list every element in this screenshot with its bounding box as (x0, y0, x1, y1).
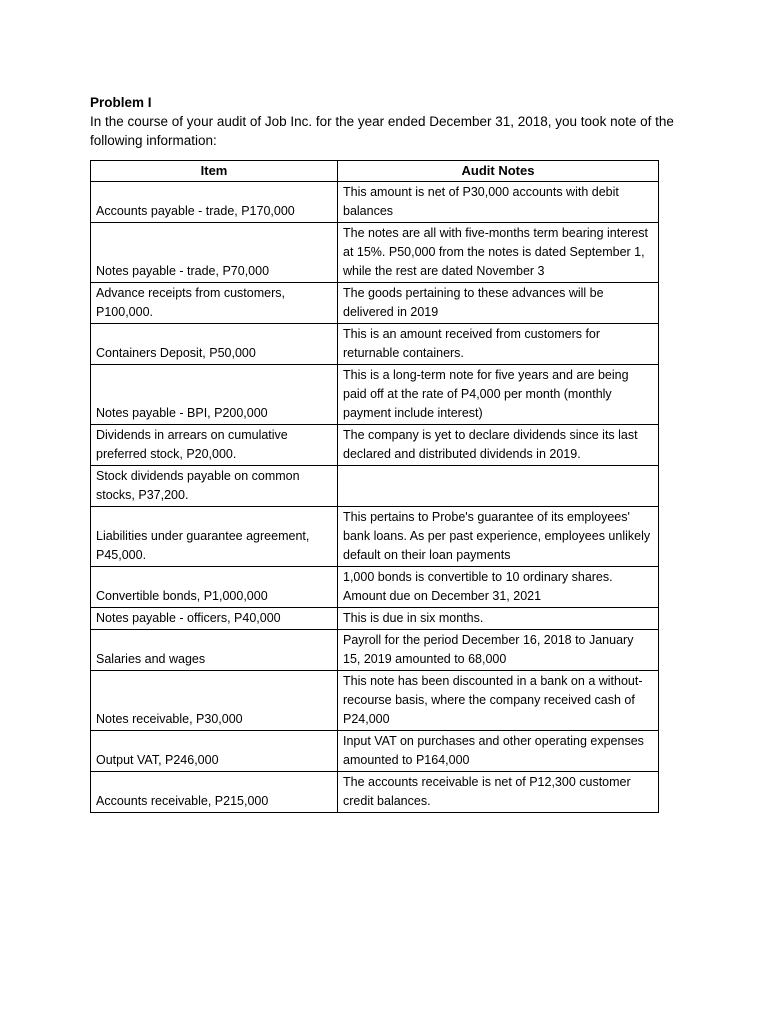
column-header-audit-notes: Audit Notes (338, 161, 659, 182)
table-row (91, 772, 659, 813)
item-cell: Accounts payable - trade, P170,000 (91, 182, 338, 223)
audit-note-cell: The company is yet to declare dividends since its last declared and distributed dividends in 2019. (338, 425, 659, 466)
table-row (91, 324, 659, 365)
audit-note-cell: This is a long-term note for five years and are being paid off at the rate of P4,000 per month (monthly payment include interest) (338, 365, 659, 425)
audit-note-cell: The goods pertaining to these advances will be delivered in 2019 (338, 283, 659, 324)
item-cell: Liabilities under guarantee agreement, P45,000. (91, 507, 338, 567)
table-row (91, 182, 659, 223)
column-header-item: Item (91, 161, 338, 182)
audit-note-cell: 1,000 bonds is convertible to 10 ordinary shares. Amount due on December 31, 2021 (338, 567, 659, 608)
item-cell: Notes payable - officers, P40,000 (91, 608, 338, 630)
table-row (91, 731, 659, 772)
item-cell: Salaries and wages (91, 630, 338, 671)
table-row (91, 630, 659, 671)
table-row (91, 671, 659, 731)
audit-note-cell: This amount is net of P30,000 accounts with debit balances (338, 182, 659, 223)
table-row (91, 466, 659, 507)
table-row (91, 425, 659, 466)
audit-note-cell: This pertains to Probe's guarantee of its employees' bank loans. As per past experience, employees unlikely default on their loan payments (338, 507, 659, 567)
audit-note-cell: This is an amount received from customers for returnable containers. (338, 324, 659, 365)
item-cell: Output VAT, P246,000 (91, 731, 338, 772)
problem-intro: In the course of your audit of Job Inc. for the year ended December 31, 2018, you took note of the following information: (90, 114, 674, 148)
item-cell: Dividends in arrears on cumulative preferred stock, P20,000. (91, 425, 338, 466)
table-row (91, 608, 659, 630)
item-cell: Advance receipts from customers, P100,000. (91, 283, 338, 324)
table-row (91, 283, 659, 324)
item-cell: Containers Deposit, P50,000 (91, 324, 338, 365)
table-row (91, 567, 659, 608)
item-cell: Notes payable - BPI, P200,000 (91, 365, 338, 425)
table-row (91, 507, 659, 567)
problem-title: Problem I (90, 95, 152, 110)
audit-note-cell: The accounts receivable is net of P12,300 customer credit balances. (338, 772, 659, 813)
audit-note-cell: Payroll for the period December 16, 2018 to January 15, 2019 amounted to 68,000 (338, 630, 659, 671)
table-row (91, 223, 659, 283)
item-cell: Notes payable - trade, P70,000 (91, 223, 338, 283)
audit-note-cell (338, 466, 659, 507)
audit-note-cell: The notes are all with five-months term bearing interest at 15%. P50,000 from the notes is dated September 1, while the rest are dated November 3 (338, 223, 659, 283)
audit-note-cell: This note has been discounted in a bank on a without-recourse basis, where the company received cash of P24,000 (338, 671, 659, 731)
document-page (90, 93, 680, 813)
item-cell: Notes receivable, P30,000 (91, 671, 338, 731)
item-cell: Stock dividends payable on common stocks, P37,200. (91, 466, 338, 507)
audit-note-cell: This is due in six months. (338, 608, 659, 630)
table-header-row (91, 161, 659, 182)
table-row (91, 365, 659, 425)
audit-notes-table (90, 160, 659, 813)
item-cell: Accounts receivable, P215,000 (91, 772, 338, 813)
item-cell: Convertible bonds, P1,000,000 (91, 567, 338, 608)
audit-note-cell: Input VAT on purchases and other operating expenses amounted to P164,000 (338, 731, 659, 772)
